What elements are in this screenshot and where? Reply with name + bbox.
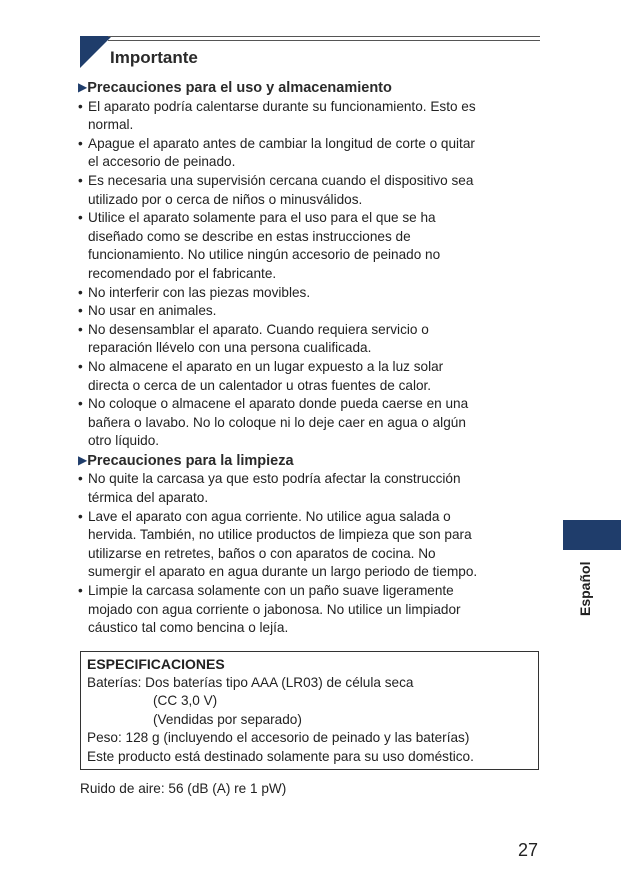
spec-batteries: Baterías: Dos baterías tipo AAA (LR03) de célula seca — [87, 674, 414, 690]
list-item — [78, 209, 540, 283]
list-item-line: No quite la carcasa ya que esto podría afectar la construcción — [88, 471, 461, 487]
list-item-line: No usar en animales. — [88, 303, 217, 319]
bullet-icon: • — [78, 284, 83, 300]
bullet-icon: • — [78, 396, 83, 412]
list-item — [78, 302, 540, 321]
list-item — [78, 98, 540, 135]
list-item — [78, 508, 540, 582]
triangle-bullet-icon: ▶ — [78, 80, 88, 94]
list-item-line: Utilice el aparato solamente para el uso para el que se ha — [88, 210, 436, 226]
list-item-line: No almacene el aparato en un lugar expuesto a la luz solar — [88, 358, 444, 374]
list-item-line: No desensamblar el aparato. Cuando requiera servicio o — [88, 321, 429, 337]
section-heading-text: Precauciones para la limpieza — [87, 452, 294, 469]
section-heading — [78, 78, 540, 98]
list-item-line: No interferir con las piezas movibles. — [88, 284, 311, 300]
spec-weight: Peso: 128 g (incluyendo el accesorio de peinado y las baterías) — [87, 730, 470, 746]
spec-sold-separately: (Vendidas por separado) — [153, 711, 302, 727]
section-heading — [78, 451, 540, 471]
list-item-line: cáustico tal como bencina o lejía. — [88, 620, 289, 636]
list-item-line: normal. — [88, 117, 134, 133]
list-item — [78, 395, 540, 451]
bullet-icon: • — [78, 172, 83, 188]
list-item-line: Lave el aparato con agua corriente. No utilice agua salada o — [88, 508, 451, 524]
list-item-line: diseñado como se describe en estas instrucciones de — [88, 228, 411, 244]
list-item-line: térmica del aparato. — [88, 490, 209, 506]
bullet-icon: • — [78, 135, 83, 151]
bullet-icon: • — [78, 471, 83, 487]
language-tab-block — [563, 520, 621, 550]
precautions-content — [78, 78, 540, 638]
section-heading-text: Precauciones para el uso y almacenamiento — [87, 80, 392, 96]
list-item-line: utilizarse en retretes, baños o con aparatos de cocina. No — [88, 545, 436, 561]
list-item — [78, 470, 540, 507]
bullet-icon: • — [78, 358, 83, 374]
bullet-icon: • — [78, 508, 83, 524]
page-number: 27 — [518, 840, 539, 860]
page-title: Importante — [110, 48, 198, 67]
specifications-box — [80, 651, 539, 770]
list-item-line: mojado con agua corriente o jabonosa. No utilice un limpiador — [88, 601, 461, 617]
list-item-line: Apague el aparato antes de cambiar la longitud de corte o quitar — [88, 135, 475, 151]
list-item-line: No coloque o almacene el aparato donde pueda caerse en una — [88, 396, 469, 412]
list-item-line: bañera o lavabo. No lo coloque ni lo deje caer en agua o algún — [88, 414, 466, 430]
bullet-icon: • — [78, 321, 83, 337]
header-rule — [108, 36, 540, 37]
list-item — [78, 582, 540, 638]
list-item — [78, 135, 540, 172]
language-tab — [563, 520, 621, 626]
spec-voltage: (CC 3,0 V) — [153, 693, 218, 709]
bullet-icon: • — [78, 98, 83, 114]
list-item — [78, 321, 540, 358]
list-item — [78, 172, 540, 209]
list-item-line: El aparato podría calentarse durante su funcionamiento. Esto es — [88, 98, 476, 114]
list-item-line: el accesorio de peinado. — [88, 154, 236, 170]
header-rule — [108, 40, 540, 41]
bullet-icon: • — [78, 303, 83, 319]
air-noise-spec: Ruido de aire: 56 (dB (A) re 1 pW) — [80, 781, 287, 796]
list-item-line: otro líquido. — [88, 433, 160, 449]
list-item-line: reparación llévelo con una persona cualificada. — [88, 340, 372, 356]
bullet-icon: • — [78, 210, 83, 226]
list-item-line: Es necesaria una supervisión cercana cuando el dispositivo sea — [88, 172, 474, 188]
list-item-line: utilizado por o cerca de niños o minusválidos. — [88, 191, 363, 207]
list-item — [78, 284, 540, 303]
specifications-title: ESPECIFICACIONES — [87, 656, 225, 672]
language-tab-label: Español — [577, 561, 593, 616]
important-header — [80, 36, 540, 68]
list-item — [78, 358, 540, 395]
bullet-icon: • — [78, 583, 83, 599]
spec-domestic-use: Este producto está destinado solamente para su uso doméstico. — [87, 748, 474, 764]
list-item-line: Limpie la carcasa solamente con un paño suave ligeramente — [88, 583, 454, 599]
list-item-line: funcionamiento. No utilice ningún accesorio de peinado no — [88, 247, 441, 263]
list-item-line: sumergir el aparato en agua durante un largo periodo de tiempo. — [88, 564, 478, 580]
list-item-line: hervida. También, no utilice productos de limpieza que son para — [88, 527, 472, 543]
list-item-line: recomendado por el fabricante. — [88, 265, 277, 281]
list-item-line: directa o cerca de un calentador u otras fuentes de calor. — [88, 377, 432, 393]
triangle-bullet-icon: ▶ — [78, 452, 88, 467]
